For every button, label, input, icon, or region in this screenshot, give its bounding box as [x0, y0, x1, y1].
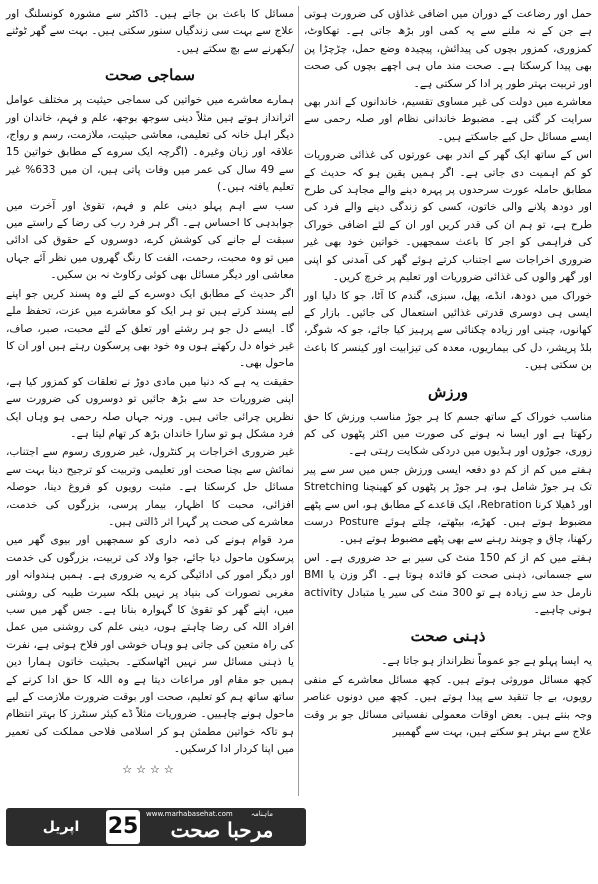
exercise-heading: ورزش [427, 382, 469, 401]
paragraph: یہ ایسا پہلو ہے جو عموماً نظرانداز ہو جاتا ہے۔ [381, 655, 592, 668]
paragraph: مناسب خوراک کے ساتھ جسم کا ہر جوڑ مناسب ورزش کا حق رکھتا ہے اور ایسا نہ ہونے کی صورت میں اکثر پٹھوں کی کم زوری، جوڑوں اور ہڈیوں میں دردکی شکایت رہتی ہے۔ [304, 410, 592, 458]
paragraph: ہفتے میں کم از کم دو دفعہ ایسی ورزش جس میں سر سے پیر تک ہر جوڑ شامل ہو، ہر جوڑ پر پٹھوں کو کھینچنا Stretching اور ڈھیلا کرنا Rebration، ایک قاعدے کے مطابق ہو، اس سے پٹھے مضبوط ہوتے ہیں۔ کھڑے، بیٹھتے، چلتے ہوئے Posture درست رکھنا، چاق و چوبند رہنے سے بھی پٹھے مضبوط ہوتے ہیں۔ [304, 463, 593, 546]
mental-health-heading: ذہنی صحت [410, 627, 486, 646]
paragraph: خوراک میں دودھ، انڈے، پھل، سبزی، گندم کا آٹا، جو کا دلیا اور ایسی ہی دوسری قدرتی غذائیں استعمال کی جائیں۔ بازار کے کھانوں، چینی اور زیادہ چکنائی سے پرہیز کیا جائے، جو کہ شوگر، بلڈ پریشر، دل کی بیماریوں، معدہ کی تیزابیت اور کینسر کا باعث بن سکتی ہیں۔ [304, 289, 592, 372]
footer-banner [6, 808, 306, 873]
paragraph: ہمارے معاشرے میں خواتین کی سماجی حیثیت پر مختلف عوامل اثرانداز ہوتے ہیں مثلاً دینی سوجھ بوجھ، علم و فہم، خاندان اور دیگر اہل خانہ کی تعلیمی، معاشی حیثیت، ملازمت، رسم و رواج، علاقہ اور زبان وغیرہ۔ (اگرچہ ایک سروے کے مطابق خواتین 15 سے 49 سال کی عمر میں وفات پاتی ہیں، ان میں 633% غیر تعلیم یافتہ ہیں۔) [6, 94, 294, 194]
paragraph: اس کے ساتھ ایک گھر کے اندر بھی عورتوں کی غذائی ضروریات کو کم اہمیت دی جاتی ہے۔ اگر ہمیں یقین ہو کہ حدیث کے مطابق حاملہ عورت سرحدوں پر پہرہ دینے والے مجاہد کی طرح اور دودھ پلانے والی خاتون، کسی کو زندگی دینے والے فرد کی طرح ہے، تو ہم ان کی قدر کریں اور ان کے لئے اضافی خوراک کی فراہمی کو اجر کا باعث سمجھیں۔ خواتین خود بھی غیر ضروری اخراجات سے اجتناب کرتے ہوئے گھر کی آمدنی کو اپنی اور گھر والوں کی غذائی ضروریات اور تعلیم پر خرچ کریں۔ [304, 149, 592, 284]
end-stars: ☆☆☆☆ [122, 762, 178, 776]
magazine-logo: مرحبا صحت [170, 818, 274, 842]
paragraph: ہفتے میں کم از کم 150 منٹ کی سیر بے حد ضروری ہے۔ اس سے جسمانی، ذہنی صحت کو فائدہ ہوتا ہے۔ اگر وزن یا BMI نارمل حد سے زیادہ ہے تو 300 منٹ کی سیر یا متبادل activity ہونی چاہیے۔ [304, 551, 592, 616]
paragraph: اگر حدیث کے مطابق ایک دوسرے کے لئے وہ پسند کریں جو اپنے لیے پسند کرتے ہیں تو ہر ایک کو معاشرے میں عزت، تحفظ ملے گا۔ ایسے دل جو ہر رشتے اور تعلق کے لئے محبت، صبر، صاف، غیر خواہ دل رکھتے ہوں وہ خود بھی پرسکون رہتے ہیں اور ان کا ماحول بھی۔ [6, 287, 294, 370]
paragraph: مرد قوام ہونے کی ذمہ داری کو سمجھیں اور بیوی گھر میں پرسکون ماحول دیا جائے، جوا ولاد کی تربیت، بزرگوں کی خدمت اور دیگر امور کی ادائیگی کرے یہ ضروری ہے۔ ہمیں ہندوانہ اور مغربی تصورات کی بنیاد پر نہیں بلکہ سیرت طیبہ کی روشنی میں، اپنے گھر کو تقویٰ کا گہوارہ بنانا ہے۔ جس گھر میں سب افراد اللہ کی رضا چاہتے ہوں، دینی علم کی روشنی میں عمل کی راہ متعین کی جاتی ہو وہاں خوشی اور فلاح ہوتی ہے، نفرت یا ذہنی مسائل سر نہیں اٹھاسکتے۔ بحیثیت خاتون ہمارا دین ہمیں جو مقام اور مراعات دیتا ہے وہ اللہ کا حق ادا کرنے کے ساتھ ساتھ ہم کو تعلیم، صحت اور بوقت ضرورت ملازمت کے لیے ماحول ہونے چاہییں۔ ضروریات مثلاً ڈے کیئر سنٹرز کا بہتر انتظام ہو تاکہ خواتین مطمئن ہو کر اسلامی فلاحی مملکت کی تعمیر میں اپنا کردار ادا کرسکیں۔ [6, 534, 294, 756]
paragraph: کچھ مسائل موروثی ہوتے ہیں۔ کچھ مسائل معاشرے کے منفی رویوں، بے جا تنقید سے پیدا ہوتے ہیں۔ کچھ میں دونوں عناصر وجہ بنتے ہیں۔ بعض اوقات معمولی نفسیاتی مسائل جو بر وقت علاج سے بہتر ہو سکتے ہیں، بہت سے گھمبیر [304, 673, 592, 739]
paragraph: مسائل کا باعث بن جاتے ہیں۔ ڈاکٹر سے مشورہ کونسلنگ اور علاج سے بہت سی زندگیاں سنور سکتی ہیں۔ بہت سے گھر ٹوٹنے /بکھرنے سے بچ سکتے ہیں۔ [6, 8, 294, 55]
paragraph: سب سے اہم پہلو دینی علم و فہم، تقویٰ اور آخرت میں جوابدہی کا احساس ہے۔ اگر ہر فرد رب کی رضا کے راستے میں سبقت لے جانے کی کوشش کرے، دوسروں کے حقوق کی ادائی میں تو وہ محبت، رحمت، الفت کا رنگ گھروں میں نظر آئے جہاں معاشی اور دیگر مسائل بھی کوئی رکاوٹ نہ بن سکیں۔ [6, 199, 294, 282]
column-divider [298, 6, 299, 796]
website-link[interactable]: www.marhabasehat.com [146, 810, 233, 818]
paragraph: معاشرے میں دولت کی غیر مساوی تقسیم، خاندانوں کے اندر بھی سرایت کر گئی ہے۔ مضبوط خاندانی نظام اور صلہ رحمی سے ایسے مسائل حل کیے جاسکتے ہیں۔ [304, 96, 592, 143]
left-column [6, 6, 294, 796]
right-column [304, 6, 592, 796]
paragraph: حمل اور رضاعت کے دوران میں اضافی غذاؤں کی ضرورت ہوتی ہے جن کے نہ ملنے سے یہ کمی اور بڑھ جاتی ہے۔ تھکاوٹ، کمزوری، کمزور بچوں کی پیدائش، پیچیدہ وضع حمل، چڑچڑا پن بھی پیدا کرسکتا ہے۔ صحت مند ماں ہی اچھے بچوں کی صحت اور تربیت بہتر طور پر ادا کر سکتی ہے۔ [304, 8, 592, 90]
paragraph: غیر ضروری اخراجات پر کنٹرول، غیر ضروری رسوم سے اجتناب، نمائش سے بچنا صحت اور تعلیمی وتربیت کو ترجیح دینا بہت سے مسائل حل کرسکتا ہے۔ مثبت رویوں کو فروغ دینا، حوصلہ افزائی، محبت کا اظہار، بیمار پرسی، بزرگوں کی خدمت، معاشرے کی صحت پر گہرا اثر ڈالتی ہیں۔ [6, 446, 294, 528]
issue-date: اپریل 2023ء [37, 819, 85, 873]
paragraph: حقیقت یہ ہے کہ دنیا میں مادی دوڑ نے تعلقات کو کمزور کیا ہے، اپنی ضروریات حد سے بڑھ جائیں تو دوسروں کی ضرورت سے نظریں چرائی جاتی ہیں۔ ورنہ جہاں صلہ رحمی ہو وہاں ایک فرد مشکل ہو تو سارا خاندان بڑھ کر تھام لیتا ہے۔ [6, 375, 294, 440]
magazine-tag: ماہنامہ [250, 810, 274, 818]
page-number: 25 [106, 810, 140, 844]
social-health-heading: سماجی صحت [105, 66, 195, 85]
